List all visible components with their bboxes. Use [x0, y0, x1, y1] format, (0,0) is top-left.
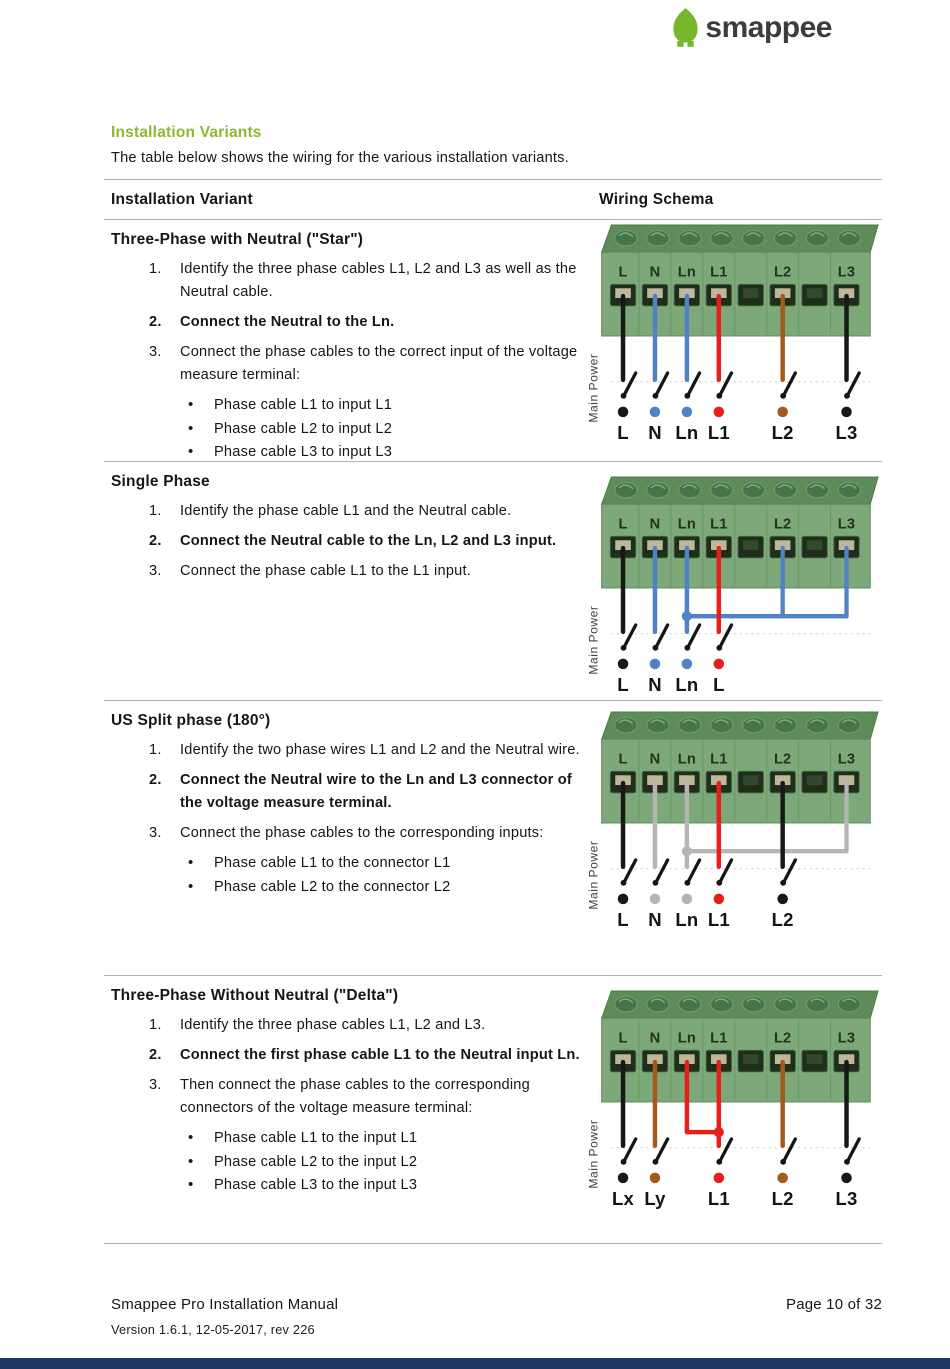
bullet-dot: • — [188, 419, 194, 437]
step — [111, 560, 584, 583]
variant-title: US Split phase (180°) — [111, 712, 271, 729]
step-text: Connect the first phase cable L1 to the Neutral input Ln. — [180, 1047, 580, 1063]
terminal-label: L2 — [773, 1030, 792, 1047]
footer-version: Version 1.6.1, 12-05-2017, rev 226 — [111, 1322, 315, 1337]
terminal-label: L2 — [773, 516, 792, 533]
step — [111, 769, 584, 815]
variant-row — [104, 220, 882, 462]
wire-label: N — [648, 422, 662, 444]
step — [111, 1074, 584, 1120]
table-header-row — [104, 179, 882, 220]
wire-end-dot — [682, 894, 693, 905]
terminal-label: Ln — [677, 1030, 697, 1047]
wire-label: Lx — [612, 1188, 635, 1210]
wire-label: Ln — [675, 422, 699, 444]
step — [111, 530, 584, 553]
wire-end-dot — [618, 1173, 629, 1184]
bullet-item: • Phase cable L2 to the connector L2 — [111, 876, 584, 900]
terminal-label: L2 — [773, 264, 792, 281]
bullet-dot: • — [188, 1176, 194, 1193]
wiring-schema-cell — [584, 220, 882, 461]
switch-symbol — [720, 373, 732, 395]
bullet-list — [111, 852, 584, 899]
bullet-item: • Phase cable L3 to the input L3 — [111, 1174, 584, 1198]
wire-label: L1 — [707, 422, 730, 444]
wire-end-dot — [682, 407, 693, 418]
wire-end-dot — [714, 659, 725, 670]
step-number: 1. — [149, 503, 162, 519]
switch-symbol — [624, 860, 636, 882]
wire-end-dot — [650, 659, 661, 670]
switch-symbol — [720, 1139, 732, 1161]
wire-label: L — [617, 909, 629, 931]
step-number: 1. — [149, 742, 162, 758]
step — [111, 311, 584, 334]
terminal-label: L1 — [710, 516, 728, 533]
wire-end-dot — [714, 894, 725, 905]
variant-title: Single Phase — [111, 473, 210, 490]
step-number: 2. — [149, 772, 162, 788]
variant-instructions-cell — [104, 220, 584, 461]
wire-label: L2 — [771, 909, 794, 931]
wiring-schema-cell — [584, 462, 882, 700]
page-header — [0, 0, 950, 50]
terminal-label: L — [618, 751, 628, 768]
variant-title: Three-Phase with Neutral ("Star") — [111, 231, 364, 248]
terminal-label: N — [649, 264, 661, 281]
wire-label: L3 — [835, 422, 858, 444]
switch-symbol — [624, 373, 636, 395]
wiring-schema-cell — [584, 976, 882, 1243]
wire-label: L2 — [771, 1188, 794, 1210]
terminal-label: N — [649, 751, 661, 768]
wire-end-dot — [650, 407, 661, 418]
footer-manual-title: Smappee Pro Installation Manual — [111, 1296, 339, 1313]
step-text: Identify the phase cable L1 and the Neutral cable. — [180, 503, 512, 519]
switch-symbol — [688, 625, 700, 647]
step — [111, 1014, 584, 1037]
wire-label: L — [617, 422, 629, 444]
terminal-label: L3 — [837, 751, 856, 768]
bullet-list — [111, 1127, 584, 1198]
wire-end-dot — [682, 659, 693, 670]
bullet-dot: • — [188, 877, 194, 895]
wire-end-dot — [650, 894, 661, 905]
terminal-label: N — [649, 516, 661, 533]
wire-end-dot — [618, 894, 629, 905]
step — [111, 258, 584, 304]
switch-symbol — [688, 860, 700, 882]
smappee-house-icon — [671, 7, 700, 49]
main-power-label: Main Power — [588, 1119, 601, 1189]
step-number: 2. — [149, 533, 162, 549]
switch-symbol — [656, 1139, 668, 1161]
bullet-item: • Phase cable L3 to input L3 — [111, 441, 584, 462]
terminal-label: Ln — [677, 516, 697, 533]
bullet-item: • Phase cable L1 to input L1 — [111, 394, 584, 418]
wiring-schema-figure — [588, 988, 880, 1214]
bullet-dot: • — [188, 854, 194, 871]
wiring-schema-figure — [588, 709, 880, 935]
step — [111, 1044, 584, 1067]
step-text: Identify the two phase wires L1 and L2 and the Neutral wire. — [180, 742, 580, 758]
step — [111, 739, 584, 762]
bullet-dot: • — [188, 443, 194, 460]
wire-end-dot — [618, 407, 629, 418]
wire-label: N — [648, 674, 662, 696]
step-list — [111, 258, 584, 462]
wire-end-dot — [714, 407, 725, 418]
main-power-label: Main Power — [588, 353, 601, 423]
bullet-dot: • — [188, 396, 194, 413]
terminal-block-top — [602, 712, 878, 739]
terminal-block-top — [602, 991, 878, 1018]
wire-end-dot — [650, 1173, 661, 1184]
switch-symbol — [624, 1139, 636, 1161]
variant-title: Three-Phase Without Neutral ("Delta") — [111, 987, 399, 1004]
table-body — [104, 220, 882, 1244]
terminal-block-top — [602, 477, 878, 504]
step-text: Connect the phase cables to the correct input of the voltage measure terminal: — [180, 344, 578, 383]
switch-symbol — [656, 860, 668, 882]
terminal-label: L1 — [710, 264, 728, 281]
page-footer — [104, 1296, 882, 1337]
step-list — [111, 739, 584, 899]
step — [111, 822, 584, 845]
step — [111, 341, 584, 387]
wire-label: L3 — [835, 1188, 858, 1210]
terminal-block-top — [602, 225, 878, 252]
step-number: 3. — [149, 825, 162, 841]
wire-label: Ln — [675, 674, 699, 696]
wire-label: Ly — [644, 1188, 666, 1210]
variant-row — [104, 976, 882, 1244]
switch-symbol — [688, 373, 700, 395]
wiring-schema-cell — [584, 701, 882, 975]
terminal-label: Ln — [677, 751, 697, 768]
terminal-label: L1 — [710, 751, 728, 768]
bullet-item: • Phase cable L2 to the input L2 — [111, 1151, 584, 1175]
smappee-logo — [671, 5, 832, 50]
footer-accent-bar — [0, 1358, 950, 1369]
variant-instructions-cell — [104, 462, 584, 700]
switch-symbol — [720, 860, 732, 882]
step-number: 1. — [149, 261, 162, 277]
step-text: Connect the phase cable L1 to the L1 input. — [180, 563, 471, 579]
footer-page-number: Page 10 of 32 — [785, 1296, 882, 1313]
terminal-label: L3 — [837, 1030, 856, 1047]
terminal-label: L — [618, 516, 628, 533]
wire-label: L1 — [707, 1188, 730, 1210]
step-text: Connect the Neutral to the Ln. — [180, 314, 395, 330]
bullet-dot: • — [188, 1129, 194, 1146]
terminal-label: L2 — [773, 751, 792, 768]
switch-symbol — [784, 373, 796, 395]
switch-symbol — [784, 1139, 796, 1161]
step-number: 3. — [149, 1077, 162, 1093]
wire-label: L2 — [771, 422, 794, 444]
terminal-label: N — [649, 1030, 661, 1047]
step-text: Then connect the phase cables to the corresponding connectors of the voltage measure terminal: — [180, 1077, 530, 1116]
variant-instructions-cell — [104, 976, 584, 1243]
wire-end-dot — [777, 1173, 788, 1184]
wire-end-dot — [777, 407, 788, 418]
step-number: 1. — [149, 1017, 162, 1033]
wiring-schema-figure — [588, 222, 880, 448]
terminal-label: Ln — [677, 264, 697, 281]
bullet-list — [111, 394, 584, 462]
step-number: 3. — [149, 344, 162, 360]
switch-symbol — [847, 1139, 859, 1161]
variant-row — [104, 701, 882, 976]
terminal-label: L — [618, 264, 628, 281]
step-number: 3. — [149, 563, 162, 579]
main-power-label: Main Power — [588, 840, 601, 910]
step-text: Connect the phase cables to the corresponding inputs: — [180, 825, 544, 841]
switch-symbol — [784, 860, 796, 882]
wire-label: L1 — [707, 909, 730, 931]
step-text: Connect the Neutral wire to the Ln and L3 connector of the voltage measure terminal. — [180, 772, 572, 811]
terminal-label: L1 — [710, 1030, 728, 1047]
step-number: 2. — [149, 1047, 162, 1063]
wiring-schema-figure — [588, 474, 880, 700]
installation-variant-table — [104, 179, 882, 1244]
step — [111, 500, 584, 523]
terminal-label: L3 — [837, 516, 856, 533]
column-header-wiring-schema: Wiring Schema — [599, 190, 714, 208]
bullet-item: • Phase cable L1 to the input L1 — [111, 1127, 584, 1151]
page-content — [104, 124, 882, 1244]
variant-row — [104, 462, 882, 701]
step-text: Identify the three phase cables L1, L2 and L3 as well as the Neutral cable. — [180, 261, 577, 300]
main-power-label: Main Power — [588, 605, 601, 675]
bullet-dot: • — [188, 1152, 194, 1170]
step-list — [111, 500, 584, 583]
step-number: 2. — [149, 314, 162, 330]
terminal-label: L3 — [837, 264, 856, 281]
logo-wordmark: smappee — [705, 10, 832, 44]
step-list — [111, 1014, 584, 1198]
intro-text: The table below shows the wiring for the various installation variants. — [111, 150, 569, 166]
variant-instructions-cell — [104, 701, 584, 975]
column-header-installation-variant: Installation Variant — [111, 190, 253, 208]
wire-end-dot — [777, 894, 788, 905]
wire-end-dot — [714, 1173, 725, 1184]
terminal-label: L — [618, 1030, 628, 1047]
wire-label: Ln — [675, 909, 699, 931]
wire-end-dot — [618, 659, 629, 670]
switch-symbol — [624, 625, 636, 647]
wire-end-dot — [841, 1173, 852, 1184]
step-text: Connect the Neutral cable to the Ln, L2 and L3 input. — [180, 533, 557, 549]
switch-symbol — [656, 625, 668, 647]
section-heading: Installation Variants — [111, 124, 262, 141]
wire-label: L — [617, 674, 629, 696]
step-text: Identify the three phase cables L1, L2 and L3. — [180, 1017, 486, 1033]
wire-label: N — [648, 909, 662, 931]
bullet-item: • Phase cable L2 to input L2 — [111, 418, 584, 442]
switch-symbol — [847, 373, 859, 395]
wire-label: L — [713, 674, 725, 696]
switch-symbol — [720, 625, 732, 647]
wire-end-dot — [841, 407, 852, 418]
switch-symbol — [656, 373, 668, 395]
bullet-item: • Phase cable L1 to the connector L1 — [111, 852, 584, 876]
